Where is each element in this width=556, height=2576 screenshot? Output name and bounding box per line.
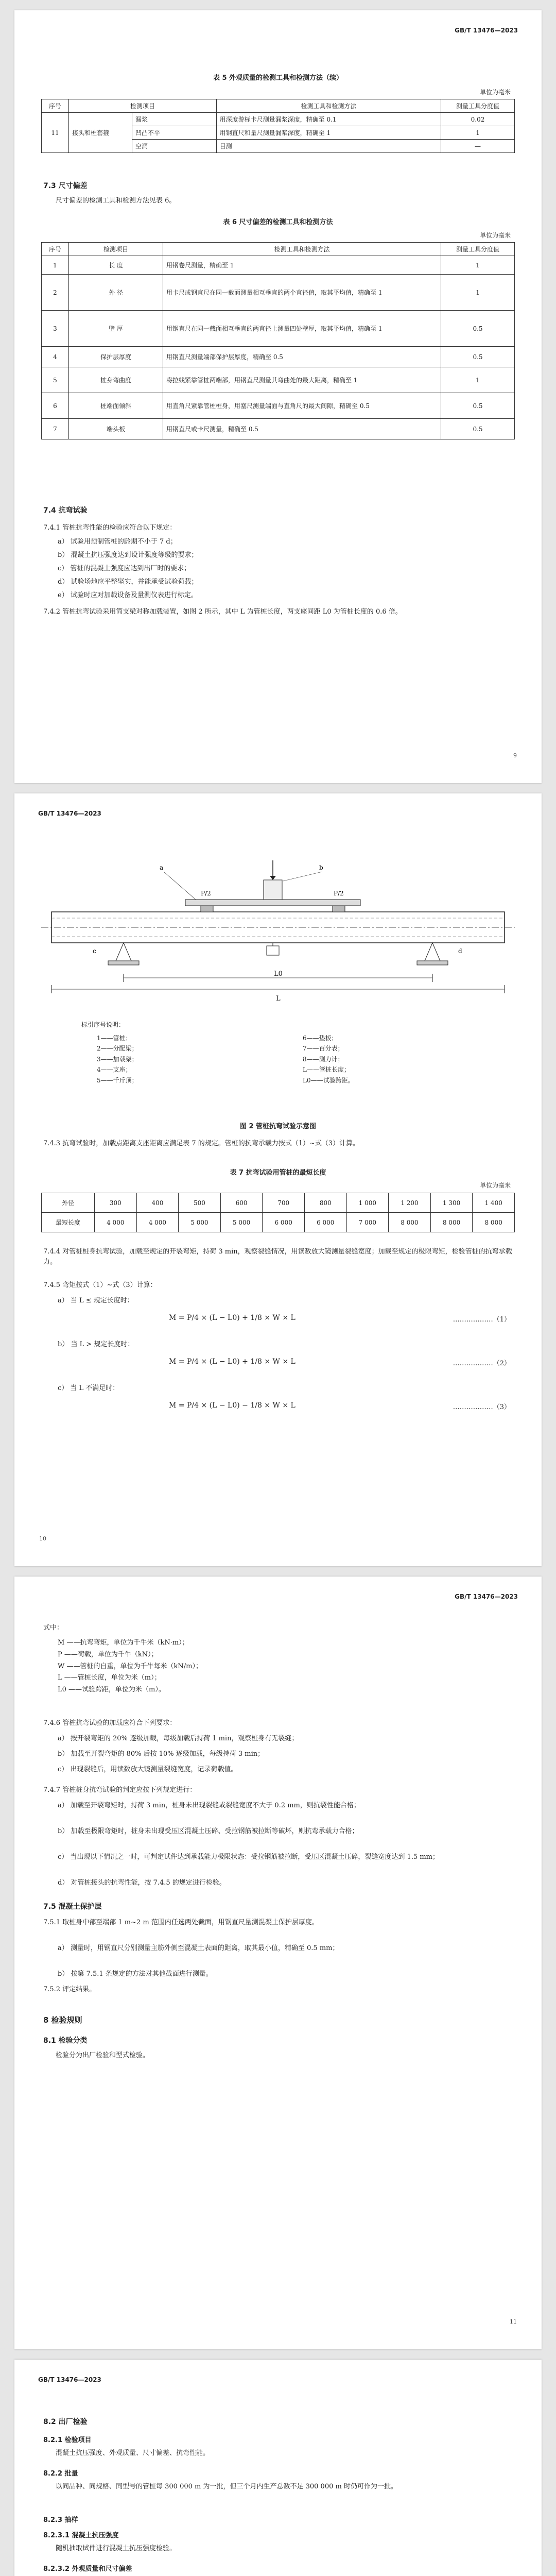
table-row [42, 256, 515, 275]
table-row [42, 419, 515, 439]
section-8-1-title: 8.1 检验分类 [43, 2037, 88, 2045]
table5-header: 序号 [42, 99, 69, 113]
section-7-4-4: 7.4.4 对管桩桩身抗弯试验，加载至规定的开裂弯矩，持荷 3 min，观察裂缝情况，用读数放大镜测量裂缝宽度；加载至规定的极限弯矩，检验管桩的抗弯承载力。 [43, 1248, 512, 1266]
table7-cell: 700 [263, 1193, 305, 1213]
distribution-beam [185, 900, 360, 906]
section-7-4-2: 7.4.2 管桩抗弯试验采用简支梁对称加载装置，如图 2 所示，其中 L 为管桩长度，两支座间距 L0 为管桩长度的 0.6 倍。 [43, 608, 402, 616]
section-8-2-2-title: 8.2.2 批量 [43, 2470, 78, 2478]
section-8-title: 8 检验规则 [43, 2015, 82, 2025]
table5-cell: 用深度游标卡尺测量漏浆深度，精确至 0.1 [216, 113, 441, 126]
formula-3: M = P/4 × (L − L0) − 1/8 × W × L [169, 1401, 296, 1410]
load-pad [333, 906, 345, 912]
table6-item: 桩端面倾斜 [69, 393, 163, 419]
table6-tool: 0.5 [441, 347, 515, 367]
table7-cell: 5 000 [220, 1213, 263, 1232]
table6-no: 5 [42, 367, 69, 393]
list-item: a） 测量时，用钢直尺分别测量主筋外侧至混凝土表面的距离，取其最小值，精确至 0.5 mm； [58, 1944, 339, 1952]
list-item: a） 当 L ≤ 规定长度时： [58, 1297, 134, 1304]
legend-item: 4——支座； [97, 1066, 132, 1074]
document-page-1 [14, 10, 542, 783]
legend-item: 8——测力计； [303, 1055, 344, 1063]
table7-caption: 表 7 抗弯试验用管桩的最短长度 [230, 1169, 326, 1177]
table6-method: 用钢直尺在同一截面相互垂直的两直径上测量四处壁厚，取其平均值，精确至 1 [163, 311, 441, 347]
table6-item: 壁 厚 [69, 311, 163, 347]
list-item: c） 当出现以下情况之一时，可判定试件达到承载能力极限状态：受拉钢筋被拉断，受压区混凝土压碎，裂缝宽度达到 1.5 mm； [58, 1853, 440, 1861]
dial-gauge [267, 946, 279, 955]
table7-cell: 4 000 [95, 1213, 137, 1232]
table5-cell: 用钢直尺和量尺测量漏浆深度，精确至 1 [216, 126, 441, 140]
formula-1: M = P/4 × (L − L0) + 1/8 × W × L [169, 1314, 296, 1322]
table7-cell: 8 000 [430, 1213, 473, 1232]
pile-bending-test-figure [31, 850, 525, 1005]
table-row [42, 347, 515, 367]
table5-cell: 11 [42, 113, 69, 153]
table6-no: 1 [42, 256, 69, 275]
table7-cell: 1 300 [430, 1193, 473, 1213]
leader-line [164, 872, 196, 900]
table6-item: 保护层厚度 [69, 347, 163, 367]
support [425, 943, 440, 961]
section-8-2-1-text: 混凝土抗压强度、外观质量、尺寸偏差、抗弯性能。 [56, 2449, 210, 2457]
table6-method: 用卡尺或钢直尺在同一截面测量相互垂直的两个直径值，取其平均值，精确至 1 [163, 275, 441, 311]
table5-cell: 空洞 [132, 140, 217, 153]
section-7-3-text: 尺寸偏差的检测工具和检测方法见表 6。 [56, 197, 176, 205]
formula-number: ………………（1） [453, 1316, 511, 1324]
list-item: a） 试验用预制管桩的龄期不小于 7 d； [58, 538, 177, 546]
list-item: P ——荷载，单位为千牛（kN）； [58, 1650, 158, 1658]
table7-cell: 4 000 [136, 1213, 179, 1232]
formula-2: M = P/4 × (L − L0) + 1/8 × W × L [169, 1358, 296, 1366]
table5-cell: 目测 [216, 140, 441, 153]
table7-unit: 单位为毫米 [479, 1182, 511, 1189]
list-item: c） 当 L 不满足时： [58, 1384, 119, 1392]
table7-row-head: 外径 [42, 1193, 95, 1213]
load-arrow-head [270, 876, 276, 880]
table6 [41, 242, 515, 439]
list-item: b） 加载至开裂弯矩的 80% 后按 10% 逐级加载，每级持荷 3 min； [58, 1750, 265, 1758]
where-list [58, 1637, 511, 1696]
list-item: c） 管桩的混凝土强度应达到出厂时的要求； [58, 565, 191, 572]
page-header: GB/T 13476—2023 [455, 1593, 518, 1600]
load-pad [201, 906, 213, 912]
page-header: GB/T 13476—2023 [455, 27, 518, 34]
section-8-2-3-1-text: 随机抽取试件进行混凝土抗压强度检验。 [56, 2545, 177, 2552]
table6-header: 检测项目 [69, 243, 163, 256]
section-7-4-1: 7.4.1 管桩抗弯性能的检验应符合以下规定： [43, 524, 177, 532]
table7-cell: 1 400 [473, 1193, 515, 1213]
table7-cell: 500 [179, 1193, 221, 1213]
figure-label: c [93, 947, 96, 955]
table6-no: 4 [42, 347, 69, 367]
legend-item: L——管桩长度； [303, 1066, 350, 1074]
table7-cell: 6 000 [263, 1213, 305, 1232]
table5-cell: 0.02 [441, 113, 515, 126]
support [116, 943, 131, 961]
table6-tool: 0.5 [441, 311, 515, 347]
section-7-4-3: 7.4.3 抗弯试验时，加载点距离支座距离应满足表 7 的规定。管桩的抗弯承载力按式（1）~式（3）计算。 [43, 1140, 360, 1147]
list-item: d） 试验场地应平整坚实，并能承受试验荷载； [58, 578, 198, 586]
table7-cell: 8 000 [389, 1213, 431, 1232]
table6-item: 桩身弯曲度 [69, 367, 163, 393]
section-8-1-text: 检验分为出厂检验和型式检验。 [56, 2052, 150, 2059]
table6-header: 检测工具和检测方法 [163, 243, 441, 256]
legend-item: 2——分配梁； [97, 1045, 138, 1053]
list-item: e） 试验时应对加载设备及量测仪表进行标定。 [58, 591, 198, 599]
page-number: 9 [513, 752, 517, 759]
formula-number: ………………（3） [453, 1403, 511, 1411]
section-7-4-7: 7.4.7 管桩桩身抗弯试验的判定应按下列规定进行： [43, 1786, 197, 1794]
document-page-4 [14, 2360, 542, 2576]
section-8-2-3-title: 8.2.3 抽样 [43, 2516, 78, 2524]
table6-method: 将拉线紧靠管桩两端部，用钢直尺测量其弯曲处的最大距离，精确至 1 [163, 367, 441, 393]
table5-cell: — [441, 140, 515, 153]
legend-item: 7——百分表； [303, 1045, 344, 1053]
table6-no: 3 [42, 311, 69, 347]
list-item: a） 按开裂弯矩的 20% 逐级加载，每级加载后持荷 1 min，观察桩身有无裂缝； [58, 1735, 299, 1742]
table5-cell: 凹凸不平 [132, 126, 217, 140]
list-item: M ——抗弯弯矩，单位为千牛米（kN·m）； [58, 1639, 189, 1647]
table6-tool: 1 [441, 275, 515, 311]
table6-tool: 0.5 [441, 419, 515, 439]
table5-unit: 单位为毫米 [479, 89, 511, 96]
figure-label: b [319, 864, 323, 871]
section-8-2-3-2-title: 8.2.3.2 外观质量和尺寸偏差 [43, 2565, 132, 2573]
table7-cell: 6 000 [304, 1213, 346, 1232]
table5-cell: 漏浆 [132, 113, 217, 126]
table6-no: 7 [42, 419, 69, 439]
section-8-2-2-text: 以同品种、同规格、同型号的管桩每 300 000 m 为一批，但三个月内生产总数不足 300 000 m 时仍可作为一批。 [56, 2483, 397, 2490]
table6-tool: 0.5 [441, 393, 515, 419]
legend-item: 1——管桩； [97, 1035, 132, 1042]
table6-caption: 表 6 尺寸偏差的检测工具和检测方法 [223, 218, 333, 226]
table-row [42, 275, 515, 311]
list-item: b） 混凝土抗压强度达到设计强度等级的要求； [58, 551, 198, 559]
section-7-4-title: 7.4 抗弯试验 [43, 506, 88, 515]
page-header: GB/T 13476—2023 [38, 2376, 101, 2383]
table7-cell: 7 000 [346, 1213, 389, 1232]
table7-cell: 400 [136, 1193, 179, 1213]
table6-no: 6 [42, 393, 69, 419]
figure-label: P/2 [201, 890, 211, 897]
section-7-4-5: 7.4.5 弯矩按式（1）~式（3）计算： [43, 1281, 157, 1289]
page-number: 11 [510, 2318, 517, 2325]
page-header: GB/T 13476—2023 [38, 810, 101, 817]
table5-header: 检测工具和检测方法 [216, 99, 441, 113]
page-number: 10 [39, 1535, 46, 1542]
figure-legend-right [303, 1033, 354, 1086]
section-8-2-3-1-title: 8.2.3.1 混凝土抗压强度 [43, 2532, 119, 2539]
document-page-3 [14, 1577, 542, 2349]
legend-item: L0——试验跨距。 [303, 1076, 354, 1084]
table7-cell: 1 200 [389, 1193, 431, 1213]
table6-method: 用直角尺紧靠管桩桩身，用塞尺测量端面与直角尺的最大间隙，精确至 0.5 [163, 393, 441, 419]
figure-label: d [458, 947, 462, 955]
formula-number: ………………（2） [453, 1360, 511, 1367]
table6-item: 长 度 [69, 256, 163, 275]
list-item: L ——管桩长度，单位为米（m）； [58, 1674, 161, 1682]
section-8-2-title: 8.2 出厂检验 [43, 2418, 88, 2426]
list-item: d） 对管桩接头的抗弯性能，按 7.4.5 的规定进行检验。 [58, 1879, 226, 1887]
table6-method: 用钢卷尺测量，精确至 1 [163, 256, 441, 275]
table-row [42, 367, 515, 393]
table7-cell: 8 000 [473, 1213, 515, 1232]
figure-label: a [160, 864, 164, 871]
section-7-5-1: 7.5.1 取桩身中部至端部 1 m~2 m 范围内任选两处截面，用钢直尺量测混凝土保护层厚度。 [43, 1919, 319, 1926]
list-item: a） 加载至开裂弯矩时，持荷 3 min，桩身未出现裂缝或裂缝宽度不大于 0.2 mm，则抗裂性能合格； [58, 1802, 360, 1809]
table5-cell: 接头和桩套箍 [69, 113, 132, 153]
section-7-3-title: 7.3 尺寸偏差 [43, 182, 88, 190]
section-7-4-6: 7.4.6 管桩抗弯试验的加载应符合下列要求： [43, 1719, 177, 1727]
table7 [41, 1193, 515, 1232]
support-plate [108, 961, 139, 965]
table6-header: 测量工具分度值 [441, 243, 515, 256]
jack [264, 880, 282, 900]
table6-no: 2 [42, 275, 69, 311]
figure-label: L [276, 995, 281, 1003]
table5-caption: 表 5 外观质量的检测工具和检测方法（续） [213, 74, 343, 82]
list-item: b） 按第 7.5.1 条规定的方法对其他截面进行测量。 [58, 1970, 213, 1978]
table7-row-head: 最短长度 [42, 1213, 95, 1232]
table5-header: 检测项目 [69, 99, 217, 113]
table7-cell: 300 [95, 1193, 137, 1213]
legend-item: 5——千斤顶； [97, 1076, 138, 1084]
table6-unit: 单位为毫米 [479, 232, 511, 239]
figure-2-caption: 图 2 管桩抗弯试验示意图 [239, 1123, 317, 1130]
list-item: L0 ——试验跨距，单位为米（m）。 [58, 1686, 165, 1693]
table6-tool: 1 [441, 256, 515, 275]
section-8-2-1-title: 8.2.1 检验项目 [43, 2436, 92, 2444]
list-item: b） 当 L > 规定长度时： [58, 1341, 134, 1348]
section-7-5-title: 7.5 混凝土保护层 [43, 1903, 102, 1911]
section-7-5-2: 7.5.2 评定结果。 [43, 1986, 96, 1993]
document-page-2 [14, 793, 542, 1566]
table6-item: 外 径 [69, 275, 163, 311]
support-plate [417, 961, 448, 965]
table-row [42, 311, 515, 347]
table-row [42, 393, 515, 419]
table5-header: 测量工具分度值 [441, 99, 515, 113]
legend-item: 3——加载架； [97, 1055, 138, 1063]
formula-where: 式中： [43, 1624, 64, 1632]
table6-method: 用钢直尺或卡尺测量，精确至 0.5 [163, 419, 441, 439]
figure-label: P/2 [334, 890, 344, 897]
figure-legend-left [97, 1033, 138, 1086]
table6-item: 端头板 [69, 419, 163, 439]
leader-line [283, 872, 322, 881]
table7-cell: 5 000 [179, 1213, 221, 1232]
figure-label: L0 [274, 970, 283, 978]
table6-method: 用钢直尺测量端部保护层厚度，精确至 0.5 [163, 347, 441, 367]
table5 [41, 99, 515, 153]
legend-item: 6——垫板； [303, 1035, 338, 1042]
list-item: b） 加载至极限弯矩时，桩身未出现受压区混凝土压碎、受拉钢筋被拉断等破坏，则抗弯承载力合格； [58, 1827, 359, 1835]
list-item: c） 出现裂缝后，用读数放大镜测量裂缝宽度，记录荷载值。 [58, 1766, 238, 1773]
table6-tool: 1 [441, 367, 515, 393]
figure-legend-title: 标引序号说明： [81, 1021, 125, 1028]
table7-cell: 800 [304, 1193, 346, 1213]
table7-cell: 600 [220, 1193, 263, 1213]
table5-cell: 1 [441, 126, 515, 140]
table7-cell: 1 000 [346, 1193, 389, 1213]
list-item: W ——管桩的自重，单位为千牛每米（kN/m）； [58, 1662, 202, 1670]
table6-header: 序号 [42, 243, 69, 256]
